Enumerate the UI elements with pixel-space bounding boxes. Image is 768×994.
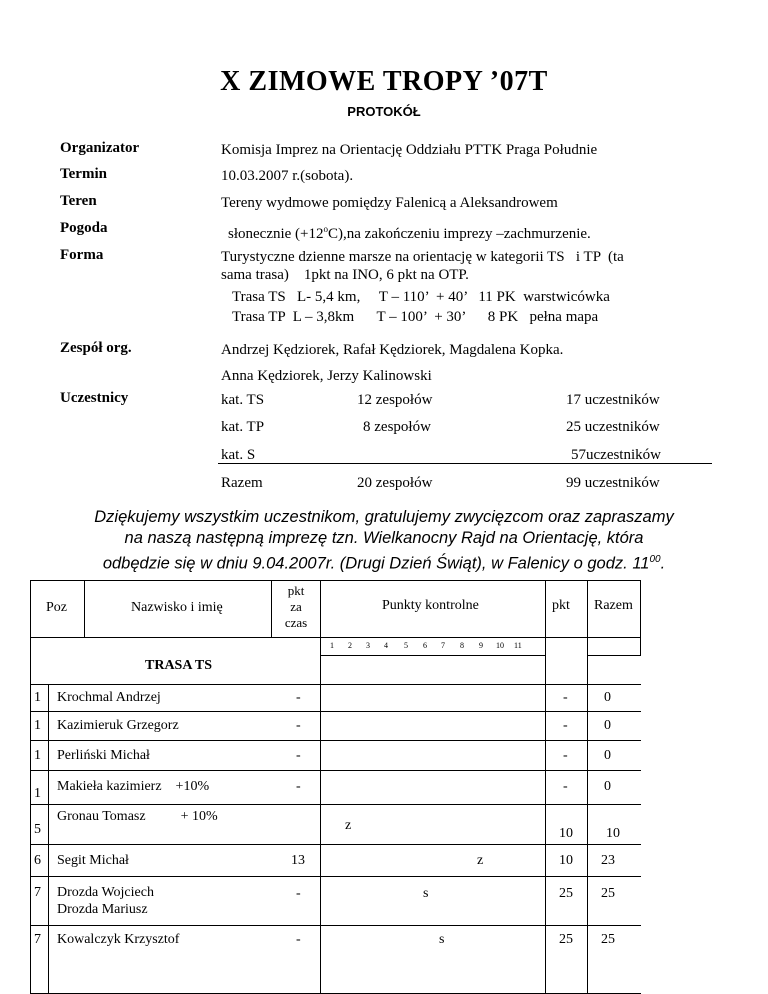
col-header-pkt: pkt [552,598,570,613]
row-name: Kazimieruk Grzegorz [57,718,179,733]
row-pkt: 10 [559,853,573,868]
row-name: Gronau Tomasz + 10% [57,809,218,824]
uczestnicy-count: 25 uczestników [566,419,660,435]
pk-number: 2 [348,641,352,650]
pogoda-label: Pogoda [60,220,108,236]
zespol-label: Zespół org. [60,340,132,356]
row-name: Makieła kazimierz +10% [57,779,210,794]
row-razem: 0 [604,748,611,763]
thanks-line: Dziękujemy wszystkim uczestnikom, gratulujemy zwycięzcom oraz zapraszamy [94,508,674,526]
teren-label: Teren [60,193,97,209]
row-name: Kowalczyk Krzysztof [57,932,180,947]
row-pkt: 25 [559,932,573,947]
row-razem: 25 [601,932,615,947]
row-pkt: 10 [559,826,573,841]
row-czas: 13 [291,853,305,868]
row-poz: 1 [34,748,41,763]
forma-line-1: Turystyczne dzienne marsze na orientację w kategorii TS i TP (ta [221,249,624,265]
row-pkt: - [563,779,568,794]
teren-value: Tereny wydmowe pomiędzy Falenicą a Aleksandrowem [221,195,558,211]
row-czas: - [296,779,301,794]
zespol-line-1: Andrzej Kędziorek, Rafał Kędziorek, Magdalena Kopka. [221,342,564,358]
row-name: Segit Michał [57,853,129,868]
row-poz: 5 [34,822,41,837]
thanks-line: odbędzie się w dniu 9.04.2007r. (Drugi Dzień Świąt), w Falenicy o godz. $11^{00}$. [102,554,666,573]
col-header-razem: Razem [594,598,633,613]
pk-number: 6 [423,641,427,650]
uczestnicy-count: 17 uczestników [566,392,660,408]
uczestnicy-zespoly: 20 zespołów [357,475,433,491]
thanks-line: na naszą następną imprezę tzn. Wielkanocny Rajd na Orientację, która [124,529,644,547]
col-header-name: Nazwisko i imię [131,600,223,615]
sum-divider [218,463,712,464]
row-poz: 7 [34,932,41,947]
row-razem: 25 [601,886,615,901]
col-header-poz: Poz [46,600,67,615]
uczestnicy-zespoly: 12 zespołów [357,392,433,408]
row-name: Drozda Wojciech Drozda Mariusz [57,885,154,917]
row-poz: 7 [34,885,41,900]
row-pk-mark: s [439,932,445,947]
row-czas: - [296,932,301,947]
row-pkt: - [563,690,568,705]
uczestnicy-count: 99 uczestników [566,475,660,491]
forma-line-4: Trasa TP L – 3,8km T – 100’ + 30’ 8 PK pełna mapa [221,309,599,325]
row-razem: 23 [601,853,615,868]
pk-number: 3 [366,641,370,650]
pogoda-value: słonecznie $(+12^oC),na$ zakończeniu imprezy –zachmurzenie. [228,224,591,242]
forma-line-3: Trasa TS L- 5,4 km, T – 110’ + 40’ 11 PK warstwicówka [221,289,610,305]
termin-label: Termin [60,166,107,182]
organizator-label: Organizator [60,140,140,156]
uczestnicy-label: Uczestnicy [60,390,129,406]
col-header-pkt-za-czas: pkt za czas [284,583,308,630]
pk-number: 11 [514,641,522,650]
row-czas: - [296,718,301,733]
zespol-line-2: Anna Kędziorek, Jerzy Kalinowski [221,368,432,384]
termin-value: 10.03.2007 r.(sobota). [221,168,354,184]
uczestnicy-count: 57uczestników [571,447,661,463]
uczestnicy-kat: Razem [221,475,263,491]
row-pkt: - [563,718,568,733]
pk-number: 1 [330,641,334,650]
row-pk-mark: s [423,886,429,901]
thanks-message [20,507,748,575]
row-poz: 6 [34,853,41,868]
row-poz: 1 [34,718,41,733]
pk-number: 4 [384,641,388,650]
row-name: Perliński Michał [57,748,150,763]
row-pk-mark: z [477,853,484,868]
uczestnicy-zespoly: 8 zespołów [363,419,431,435]
row-poz: 1 [34,786,41,801]
pk-number: 9 [479,641,483,650]
pk-number: 5 [404,641,408,650]
row-razem: 0 [604,779,611,794]
forma-label: Forma [60,247,104,263]
uczestnicy-kat: kat. TP [221,419,265,435]
section-trasa-ts: TRASA TS [145,658,213,673]
row-razem: 0 [604,690,611,705]
forma-line-2: sama trasa) 1pkt na INO, 6 pkt na OTP. [221,267,469,283]
row-pkt: - [563,748,568,763]
uczestnicy-kat: kat. TS [221,392,265,408]
row-razem: 10 [606,826,620,841]
row-czas: - [296,886,301,901]
uczestnicy-kat: kat. S [221,447,256,463]
row-pk-mark: z [345,818,352,833]
pk-number: 10 [496,641,504,650]
row-czas: - [296,690,301,705]
col-header-punkty-kontrolne: Punkty kontrolne [382,598,479,613]
row-pkt: 25 [559,886,573,901]
page-title: X ZIMOWE TROPY ’07T [220,66,548,97]
row-czas: - [296,748,301,763]
pk-number: 7 [441,641,445,650]
pk-number: 8 [460,641,464,650]
row-razem: 0 [604,718,611,733]
organizator-value: Komisja Imprez na Orientację Oddziału PTTK Praga Południe [221,142,598,158]
row-poz: 1 [34,690,41,705]
page-subtitle: PROTOKÓŁ [347,104,421,119]
row-name: Krochmal Andrzej [57,690,161,705]
